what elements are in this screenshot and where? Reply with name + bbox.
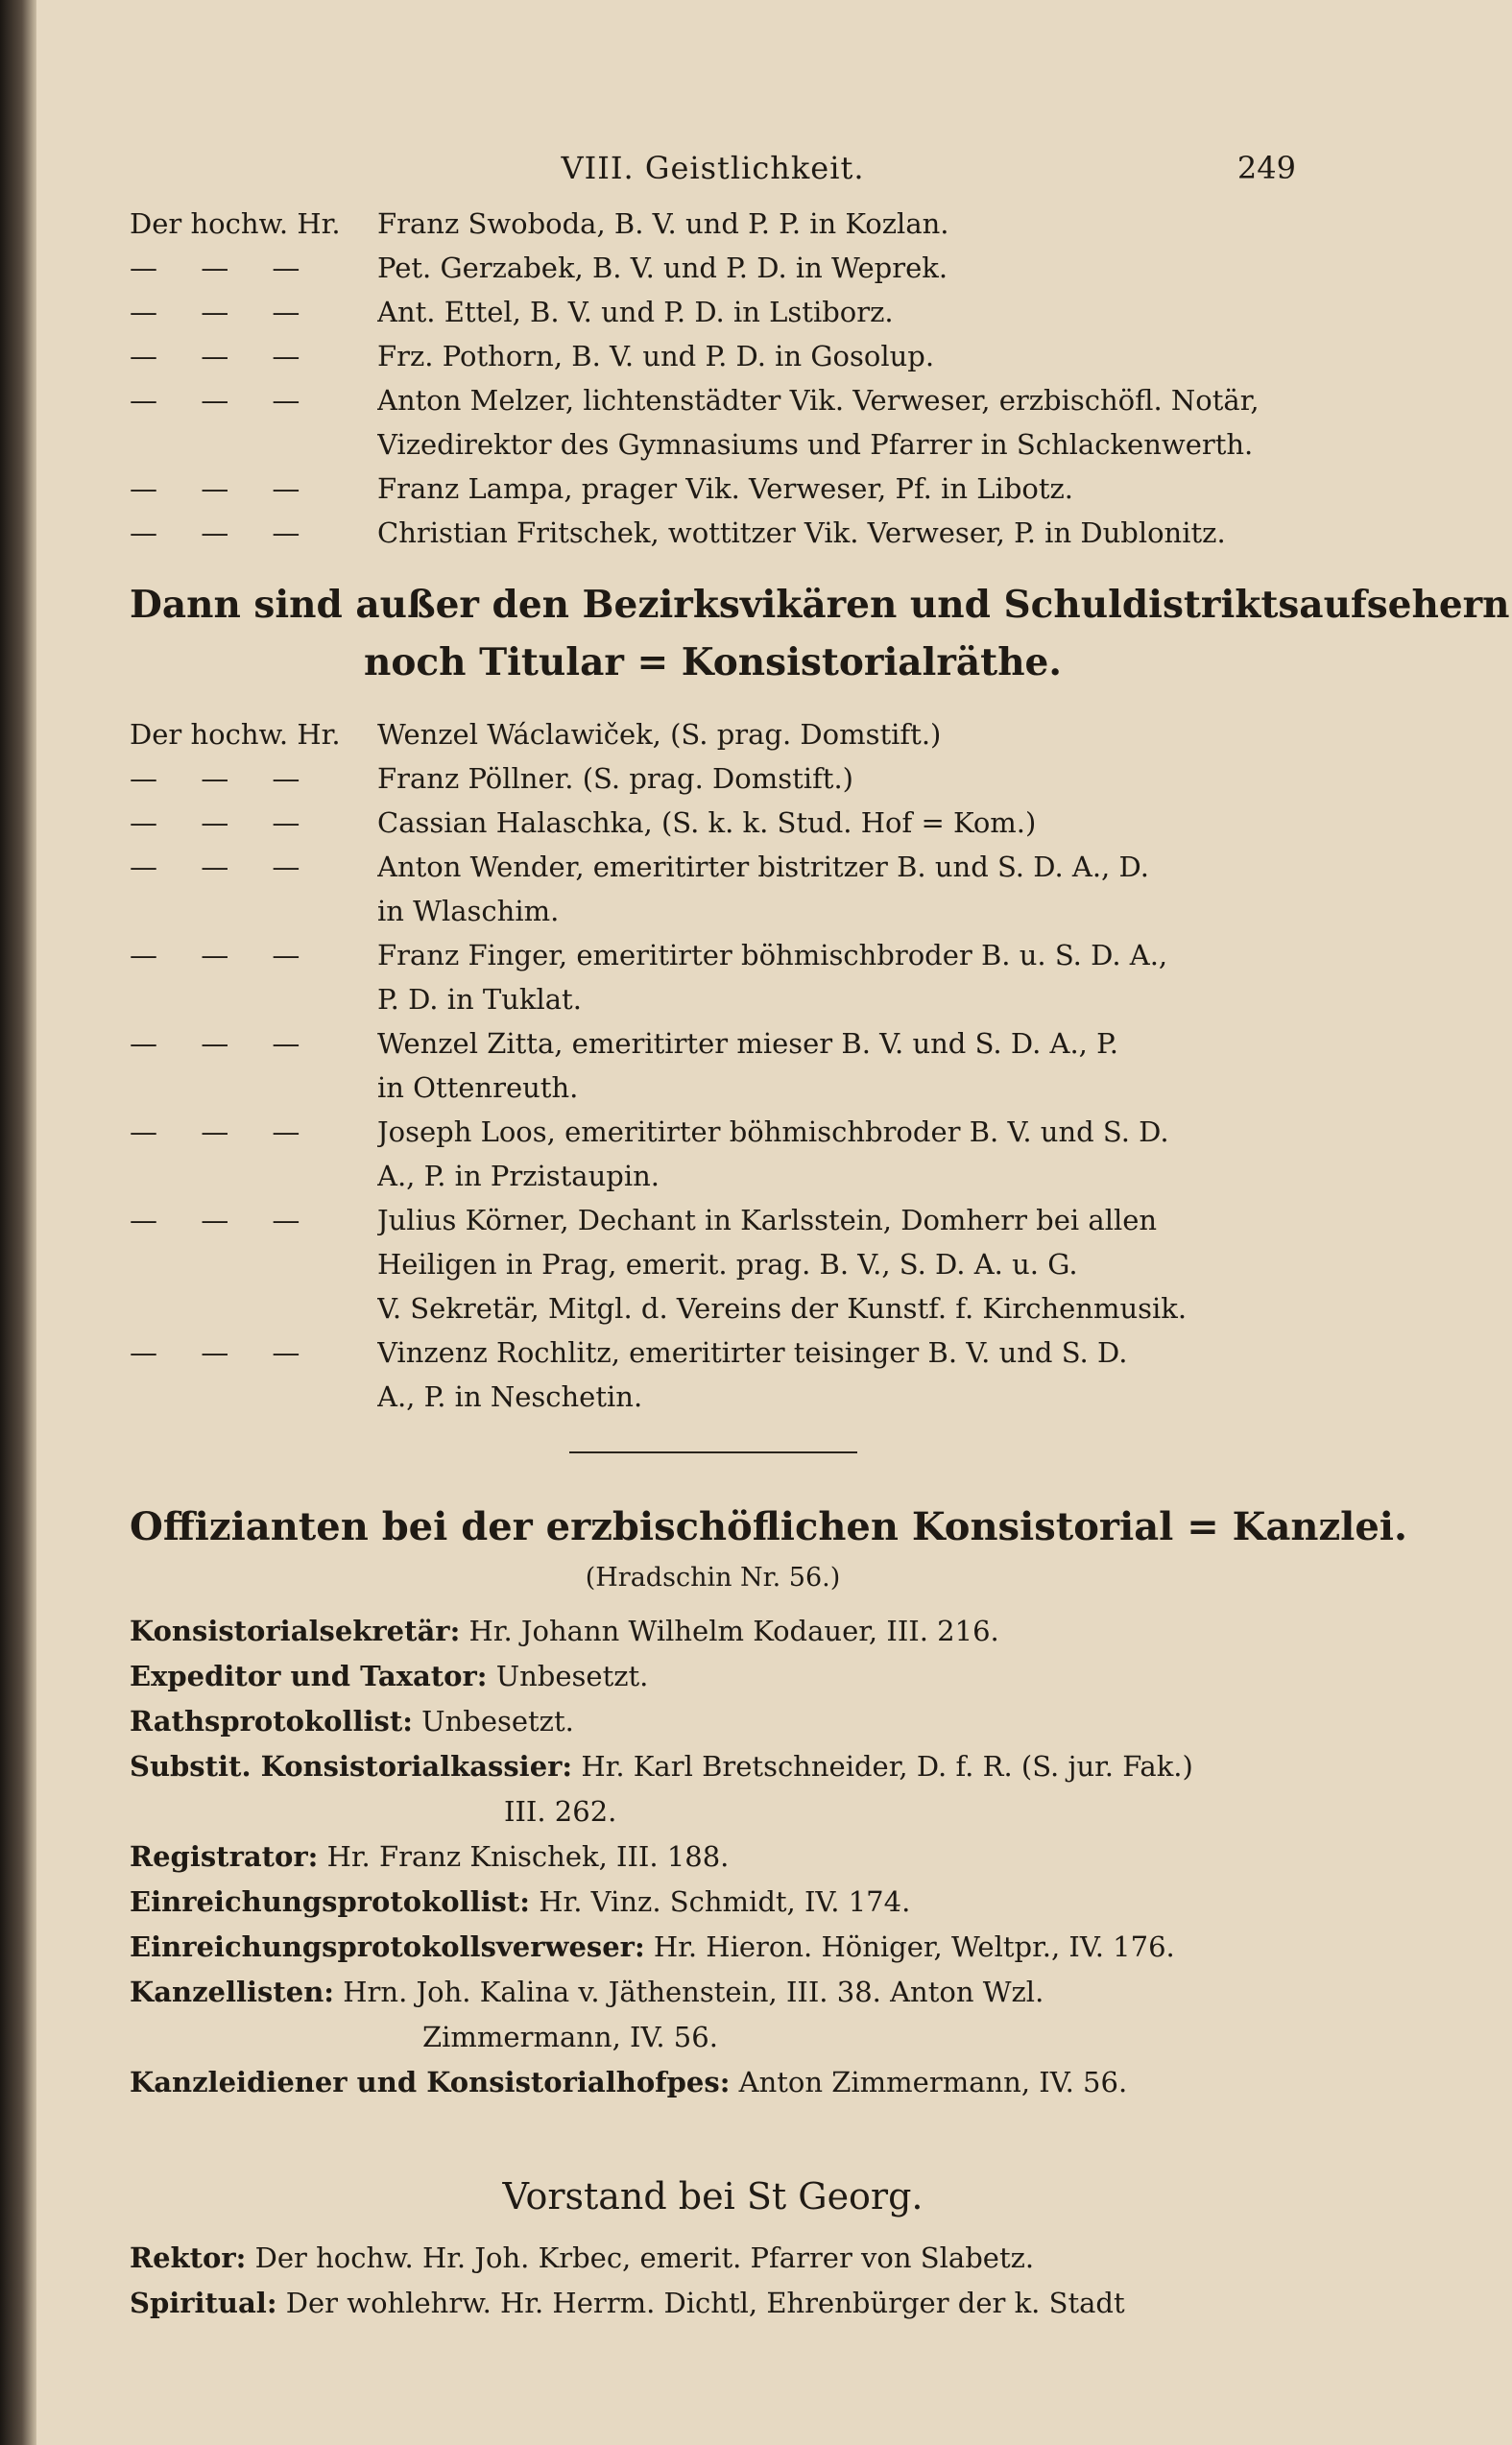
list-item xyxy=(130,845,1296,889)
entry-text: in Ottenreuth. xyxy=(377,1071,579,1104)
entry-lead: — — — xyxy=(130,252,318,284)
list-item xyxy=(130,889,1296,933)
list-item xyxy=(130,1699,1296,1744)
office-value: Hr. Franz Knischek, III. 188. xyxy=(326,1840,730,1873)
page-content xyxy=(130,144,1510,2326)
list-item xyxy=(130,1880,1296,1925)
entry-text: Christian Fritschek, wottitzer Vik. Verweser, P. in Dublonitz. xyxy=(377,516,1226,549)
entry-lead: — — — xyxy=(130,806,318,839)
entry-lead: Der hochw. Hr. xyxy=(130,207,341,240)
office-label: Spiritual: xyxy=(130,2287,277,2319)
entry-text: Heiligen in Prag, emerit. prag. B. V., S. D. A. u. G. xyxy=(377,1248,1078,1281)
entry-lead: — — — xyxy=(130,1204,318,1236)
list-item xyxy=(130,511,1296,555)
office-label: Expeditor und Taxator: xyxy=(130,1660,488,1692)
list-item xyxy=(130,1198,1296,1242)
entry-lead: Der hochw. Hr. xyxy=(130,718,341,751)
office-list xyxy=(130,1609,1296,2105)
entry-text: A., P. in Neschetin. xyxy=(377,1380,643,1413)
section-subtitle-address: (Hradschin Nr. 56.) xyxy=(585,1563,841,1593)
office-label: Kanzellisten: xyxy=(130,1976,335,2008)
entry-text: Julius Körner, Dechant in Karlsstein, Domherr bei allen xyxy=(377,1204,1158,1236)
entry-lead: — — — xyxy=(130,1336,318,1369)
entry-text: Frz. Pothorn, B. V. und P. D. in Gosolup. xyxy=(377,340,935,372)
entry-lead: — — — xyxy=(130,1027,318,1060)
page-number: 249 xyxy=(1236,150,1296,186)
list-item xyxy=(130,2281,1296,2326)
entry-text: Joseph Loos, emeritirter böhmischbroder B. V. und S. D. xyxy=(377,1115,1169,1148)
running-header xyxy=(130,144,1296,202)
book-gutter xyxy=(0,0,36,2445)
entry-text: A., P. in Przistaupin. xyxy=(377,1160,660,1192)
office-value: Hr. Karl Bretschneider, D. f. R. (S. jur. Fak.) xyxy=(581,1750,1193,1783)
section-divider xyxy=(569,1451,857,1453)
list-item xyxy=(130,334,1296,378)
office-label: Einreichungsprotokollist: xyxy=(130,1885,531,1918)
entry-text: Wenzel Zitta, emeritirter mieser B. V. und S. D. A., P. xyxy=(377,1027,1118,1060)
entry-text: P. D. in Tuklat. xyxy=(377,983,582,1016)
list-item xyxy=(130,1654,1296,1699)
office-value: Hr. Johann Wilhelm Kodauer, III. 216. xyxy=(468,1615,999,1647)
entry-text: Pet. Gerzabek, B. V. und P. D. in Weprek. xyxy=(377,252,948,284)
entry-text: in Wlaschim. xyxy=(377,895,560,927)
office-value: Hrn. Joh. Kalina v. Jäthenstein, III. 38. Anton Wzl. xyxy=(343,1976,1044,2008)
office-label: Rathsprotokollist: xyxy=(130,1705,413,1738)
office-value: Zimmermann, IV. 56. xyxy=(422,2021,718,2053)
office-value: Der hochw. Hr. Joh. Krbec, emerit. Pfarrer von Slabetz. xyxy=(254,2241,1035,2274)
list-item xyxy=(130,1375,1296,1419)
list-item xyxy=(130,1021,1296,1066)
entry-text: Vinzenz Rochlitz, emeritirter teisinger B. V. und S. D. xyxy=(377,1336,1128,1369)
office-label: Registrator: xyxy=(130,1840,319,1873)
section-title-offices: Offizianten bei der erzbischöflichen Konsistorial = Kanzlei. xyxy=(130,1504,1407,1549)
office-value: Anton Zimmermann, IV. 56. xyxy=(738,2066,1128,2098)
list-item xyxy=(130,422,1296,467)
list-item xyxy=(130,1834,1296,1880)
entry-lead: — — — xyxy=(130,939,318,971)
list-item xyxy=(130,1970,1296,2015)
office-label: Substit. Konsistorialkassier: xyxy=(130,1750,573,1783)
entry-lead: — — — xyxy=(130,296,318,328)
office-label: Rektor: xyxy=(130,2241,247,2274)
list-item xyxy=(130,202,1296,246)
list-item xyxy=(130,977,1296,1021)
list-item xyxy=(130,756,1296,801)
list-item xyxy=(130,1154,1296,1198)
list-item xyxy=(130,1110,1296,1154)
list-item xyxy=(130,2060,1296,2105)
office-label: Konsistorialsekretär: xyxy=(130,1615,461,1647)
heading-line-1: Dann sind außer den Bezirksvikären und Schuldistriktsaufsehern xyxy=(130,583,1510,627)
entry-lead: — — — xyxy=(130,851,318,883)
entry-lead: — — — xyxy=(130,516,318,549)
list-item xyxy=(130,246,1296,290)
entry-lead: — — — xyxy=(130,762,318,795)
entry-text: Vizedirektor des Gymnasiums und Pfarrer in Schlackenwerth. xyxy=(377,428,1254,461)
entry-lead: — — — xyxy=(130,472,318,505)
entry-text: Cassian Halaschka, (S. k. k. Stud. Hof = Kom.) xyxy=(377,806,1037,839)
list-item xyxy=(130,2015,1296,2060)
office-label: Einreichungsprotokollsverweser: xyxy=(130,1930,645,1963)
list-item xyxy=(130,1609,1296,1654)
office-value: Unbesetzt. xyxy=(495,1660,649,1692)
heading-line-2: noch Titular = Konsistorialräthe. xyxy=(364,640,1062,684)
list-item xyxy=(130,1242,1296,1286)
entry-text: Franz Swoboda, B. V. und P. P. in Kozlan. xyxy=(377,207,949,240)
list-item xyxy=(130,1789,1296,1834)
entry-lead: — — — xyxy=(130,1115,318,1148)
list-item xyxy=(130,712,1296,756)
office-value: III. 262. xyxy=(504,1795,617,1828)
list-item xyxy=(130,290,1296,334)
entry-text: Franz Finger, emeritirter böhmischbroder B. u. S. D. A., xyxy=(377,939,1168,971)
entry-text: Franz Lampa, prager Vik. Verweser, Pf. in Libotz. xyxy=(377,472,1073,505)
entry-text: V. Sekretär, Mitgl. d. Vereins der Kunstf. f. Kirchenmusik. xyxy=(377,1292,1188,1325)
entry-lead: — — — xyxy=(130,384,318,417)
list-item xyxy=(130,1744,1296,1789)
list-item xyxy=(130,378,1296,422)
list-item xyxy=(130,467,1296,511)
entry-text: Ant. Ettel, B. V. und P. D. in Lstiborz. xyxy=(377,296,894,328)
running-title: VIII. Geistlichkeit. xyxy=(561,150,865,186)
entry-text: Franz Pöllner. (S. prag. Domstift.) xyxy=(377,762,853,795)
entry-text: Anton Melzer, lichtenstädter Vik. Verweser, erzbischöfl. Notär, xyxy=(377,384,1260,417)
list-item xyxy=(130,1330,1296,1375)
clergy-list-1 xyxy=(130,202,1296,555)
list-item xyxy=(130,2236,1296,2281)
titular-councillor-list xyxy=(130,712,1296,1419)
list-item xyxy=(130,1066,1296,1110)
entry-text: Wenzel Wáclawiček, (S. prag. Domstift.) xyxy=(377,718,942,751)
office-value: Unbesetzt. xyxy=(421,1705,574,1738)
list-item xyxy=(130,1286,1296,1330)
georg-list xyxy=(130,2236,1296,2326)
list-item xyxy=(130,933,1296,977)
list-item xyxy=(130,801,1296,845)
office-value: Hr. Hieron. Höniger, Weltpr., IV. 176. xyxy=(653,1930,1175,1963)
entry-text: Anton Wender, emeritirter bistritzer B. und S. D. A., D. xyxy=(377,851,1149,883)
office-value: Hr. Vinz. Schmidt, IV. 174. xyxy=(539,1885,911,1918)
section-title-georg: Vorstand bei St Georg. xyxy=(502,2175,924,2217)
office-value: Der wohlehrw. Hr. Herrm. Dichtl, Ehrenbürger der k. Stadt xyxy=(285,2287,1125,2319)
list-item xyxy=(130,1925,1296,1970)
office-label: Kanzleidiener und Konsistorialhofpes: xyxy=(130,2066,731,2098)
entry-lead: — — — xyxy=(130,340,318,372)
